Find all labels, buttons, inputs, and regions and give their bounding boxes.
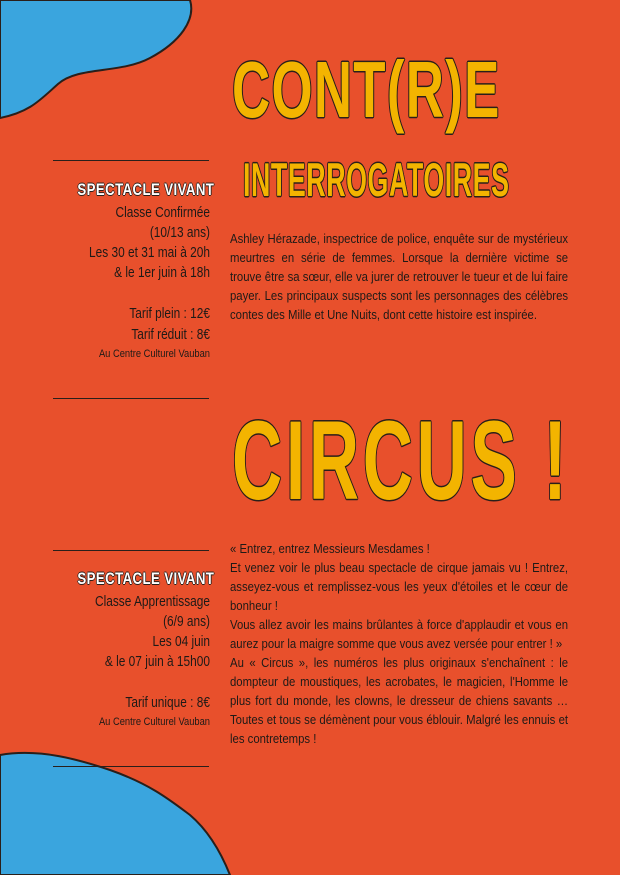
show2-ages: (6/9 ans) — [163, 614, 210, 630]
show2-dates1: Les 04 juin — [152, 634, 210, 650]
divider — [53, 766, 209, 767]
show2-category: SPECTACLE VIVANT — [77, 569, 215, 588]
show2-para3: Vous allez avoir les mains brûlantes à force d'applaudir et vous en aurez pour la maigre somme que vous avez versée pour entrer ! » — [230, 617, 569, 651]
show2-class: Classe Apprentissage — [94, 594, 210, 610]
show1-title-line2: INTERROGATOIRES — [243, 153, 510, 206]
show2-title: CIRCUS ! — [232, 398, 571, 523]
divider — [53, 550, 209, 551]
show1-description-text: Ashley Hérazade, inspectrice de police, enquête sur de mystérieux meurtres en série de femmes. Lorsque la dernière victime se trouve être sa sœur, elle va jurer de retrouver le tueur et de lui faire payer. Les principaux suspects sont les personnages des célèbres contes des Mille et Une Nuits, dont cette histoire est inspirée. — [230, 231, 569, 322]
divider — [53, 398, 209, 399]
show2-description — [230, 539, 568, 748]
show1-category: SPECTACLE VIVANT — [77, 180, 215, 199]
show1-ages: (10/13 ans) — [149, 225, 210, 241]
show2-para4: Au « Circus », les numéros les plus originaux s'enchaînent : le dompteur de moustiques, les acrobates, le magicien, l'Homme le plus fort du monde, les clowns, le dresseur de chiens savants … Toutes et tous se démènent pour vous éblouir. Malgré les ennuis et les contretemps ! — [230, 655, 569, 746]
show1-venue: Au Centre Culturel Vauban — [98, 348, 210, 360]
show1-description — [230, 229, 568, 324]
show2-venue: Au Centre Culturel Vauban — [98, 716, 210, 728]
show2-price: Tarif unique : 8€ — [125, 695, 210, 711]
show2-para1: « Entrez, entrez Messieurs Mesdames ! — [230, 541, 430, 556]
show2-para2: Et venez voir le plus beau spectacle de cirque jamais vu ! Entrez, asseyez-vous et remplissez-vous les yeux d'étoiles et le cœur de bonheur ! — [230, 560, 569, 613]
divider — [53, 160, 209, 161]
show2-info — [40, 569, 215, 729]
show1-price-full: Tarif plein : 12€ — [129, 306, 210, 322]
show1-title-line1: CONT(R)E — [232, 45, 501, 134]
show1-dates1: Les 30 et 31 mai à 20h — [89, 245, 210, 261]
show1-price-reduced: Tarif réduit : 8€ — [131, 327, 210, 343]
show1-class: Classe Confirmée — [115, 205, 210, 221]
show1-info — [40, 180, 215, 361]
show1-dates2: & le 1er juin à 18h — [114, 265, 210, 281]
show2-dates2: & le 07 juin à 15h00 — [104, 654, 210, 670]
